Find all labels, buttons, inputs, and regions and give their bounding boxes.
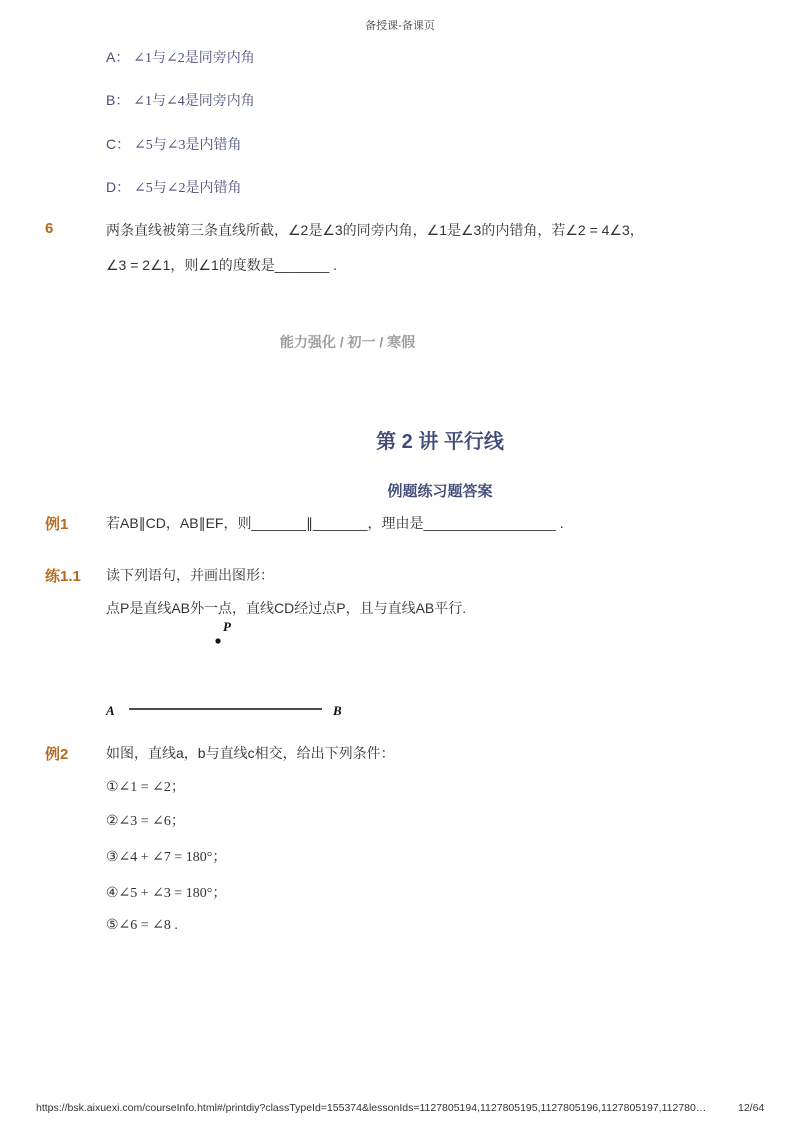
condition-4: ④∠5 + ∠3 = 180°； xyxy=(106,886,227,901)
option-c-label: C： xyxy=(106,136,131,152)
option-a-label: A： xyxy=(106,49,130,65)
condition-2: ②∠3 = ∠6； xyxy=(106,814,185,829)
exercise-1-1-instruction: 读下列语句，并画出图形： xyxy=(106,567,274,583)
example-1-text: 若AB∥CD，AB∥EF，则_______∥_______，理由是_________________ . xyxy=(106,515,564,531)
question-6-line2: ∠3 = 2∠1，则∠1的度数是_______ . xyxy=(106,257,338,273)
footer-page-number: 12/64 xyxy=(738,1102,765,1114)
question-6-line1: 两条直线被第三条直线所截，∠2是∠3的同旁内角，∠1是∠3的内错角，若∠2 = 4∠3， xyxy=(106,222,644,238)
condition-1: ①∠1 = ∠2； xyxy=(106,780,185,795)
condition-5: ⑤∠6 = ∠8 . xyxy=(106,918,178,933)
example-2-text: 如图，直线a，b与直线c相交，给出下列条件： xyxy=(106,745,395,761)
line-a-label: A xyxy=(106,703,115,718)
option-b-text: ∠1与∠4是同旁内角 xyxy=(133,94,255,109)
exercise-1-1-statement: 点P是直线AB外一点，直线CD经过点P，且与直线AB平行. xyxy=(106,600,467,616)
example-1-label: 例1 xyxy=(45,516,69,533)
question-6-number: 6 xyxy=(45,220,54,237)
option-a-text: ∠1与∠2是同旁内角 xyxy=(133,51,255,66)
option-d-text: ∠5与∠2是内错角 xyxy=(134,181,242,196)
option-d-label: D： xyxy=(106,179,131,195)
point-p-label: P xyxy=(223,619,231,634)
option-c-text: ∠5与∠3是内错角 xyxy=(134,138,242,153)
exercise-1-1-label: 练1.1 xyxy=(45,568,81,585)
example-2-label: 例2 xyxy=(45,746,69,763)
condition-3: ③∠4 + ∠7 = 180°； xyxy=(106,850,227,865)
section-title: 例题练习题答案 xyxy=(387,483,493,500)
option-d xyxy=(106,177,241,197)
footer-url: https://bsk.aixuexi.com/courseInfo.html#/printdiy?classTypeId=155374&lessonIds=1127805194,1127805195,1127805196,1127805197,112780… xyxy=(36,1102,707,1114)
option-b-label: B： xyxy=(106,92,130,108)
lecture-title: 第 2 讲 平行线 xyxy=(376,431,504,453)
point-p-dot xyxy=(212,635,224,647)
page-header: 备授课-备课页 xyxy=(365,20,435,32)
option-c xyxy=(106,134,241,154)
line-b-label: B xyxy=(333,703,342,718)
option-b xyxy=(106,90,255,110)
option-a xyxy=(106,47,255,67)
line-ab xyxy=(128,705,324,713)
course-brand: 能力强化 / 初一 / 寒假 xyxy=(279,334,416,350)
